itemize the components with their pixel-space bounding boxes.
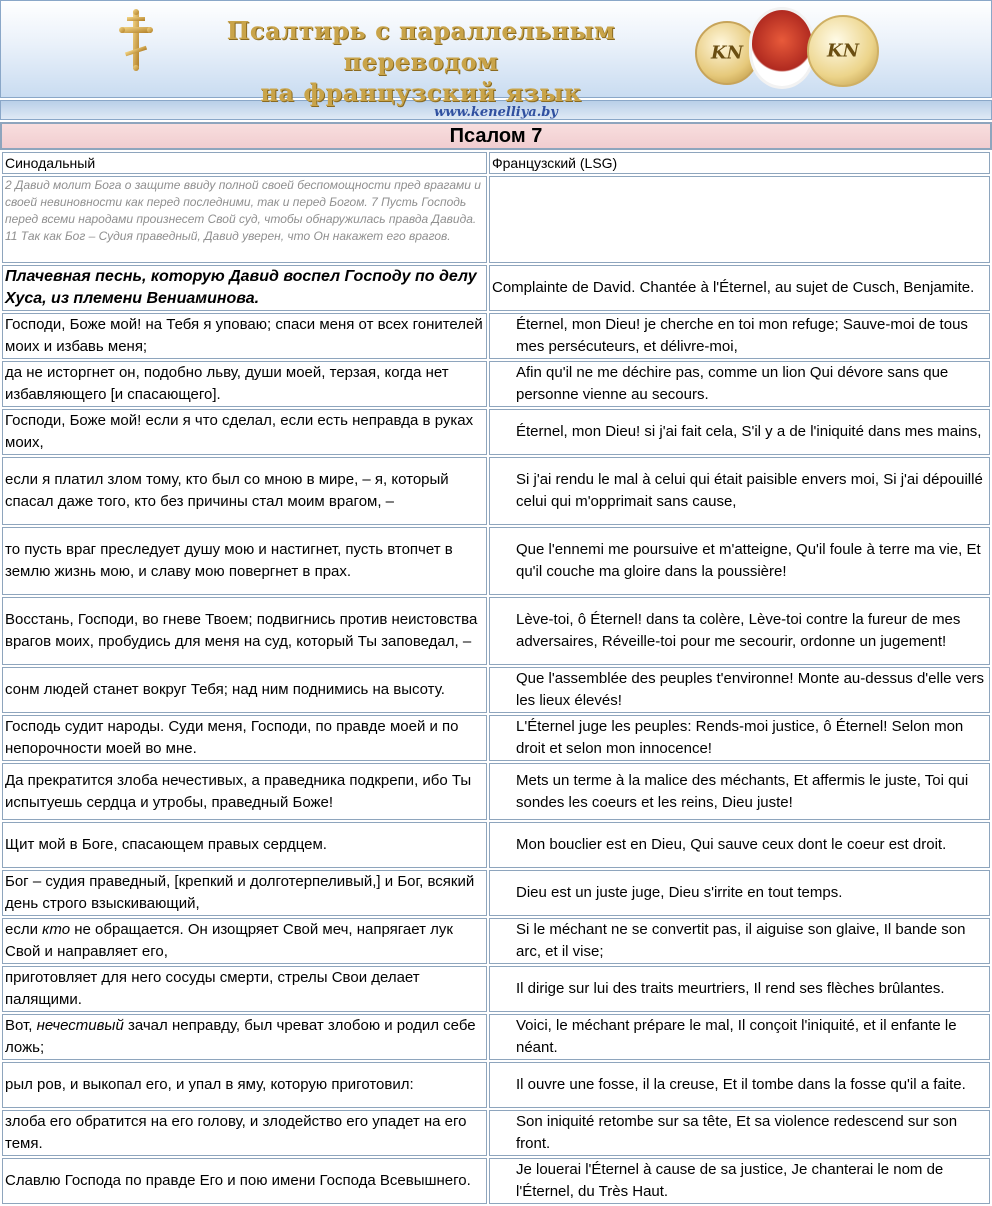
- verse-row: [2, 870, 990, 916]
- psalm-title: Псалом 7: [0, 122, 992, 150]
- icon-image-seal: [749, 7, 815, 89]
- verse-ru: [2, 918, 487, 964]
- verse-ru: приготовляет для него сосуды смерти, стрелы Свои делает палящими.: [2, 966, 487, 1012]
- verse-fr: Éternel, mon Dieu! je cherche en toi mon refuge; Sauve-moi de tous mes persécuteurs, et délivre-moi,: [489, 313, 990, 359]
- verse-ru: Бог – судия праведный, [крепкий и долготерпеливый,] и Бог, всякий день строго взыскивающий,: [2, 870, 487, 916]
- verse-fr: Lève-toi, ô Éternel! dans ta colère, Lève-toi contre la fureur de mes adversaires, Réveille-toi pour me secourir, ordonne un jugement!: [489, 597, 990, 665]
- verse-fr: Il ouvre une fosse, il la creuse, Et il tombe dans la fosse qu'il a faite.: [489, 1062, 990, 1108]
- verse-ru: злоба его обратится на его голову, и злодейство его упадет на его темя.: [2, 1110, 487, 1156]
- verse-ru: рыл ров, и выкопал его, и упал в яму, которую приготовил:: [2, 1062, 487, 1108]
- superscription-ru: Плачевная песнь, которую Давид воспел Господу по делу Хуса, из племени Вениаминова.: [2, 265, 487, 311]
- verse-row: [2, 361, 990, 407]
- verse-ru: Восстань, Господи, во гневе Твоем; подвигнись против неистовства врагов моих, пробудись для меня на суд, который Ты заповедал, –: [2, 597, 487, 665]
- verse-ru: Господь судит народы. Суди меня, Господи, по правде моей и по непорочности моей во мне.: [2, 715, 487, 761]
- superscription-row: [2, 265, 990, 311]
- seal-left-text: KN: [710, 42, 744, 64]
- summary-row: [2, 176, 990, 263]
- superscription-fr: Complainte de David. Chantée à l'Éternel, au sujet de Cusch, Benjamite.: [489, 265, 990, 311]
- summary-note: 2 Давид молит Бога о защите ввиду полной своей беспомощности пред врагами и своей невиновности как перед последними, так и перед Богом. 7 Пусть Господь перед всеми народами произнесет Свой суд, чтобы обнаружилась правда Давида. 11 Так как Бог – Судия праведный, Давид уверен, что Он накажет его врагов.: [2, 176, 487, 263]
- verse-ru: [2, 1014, 487, 1060]
- summary-empty-cell: [489, 176, 990, 263]
- verse-fr: Si le méchant ne se convertit pas, il aiguise son glaive, Il bande son arc, et il vise;: [489, 918, 990, 964]
- verse-row: [2, 966, 990, 1012]
- verse-ru-italic: кто: [42, 921, 71, 938]
- verse-fr: Que l'ennemi me poursuive et m'atteigne, Qu'il foule à terre ma vie, Et qu'il couche ma gloire dans la poussière!: [489, 527, 990, 595]
- verse-row: [2, 313, 990, 359]
- verse-row: [2, 457, 990, 525]
- site-link[interactable]: www.kenelliya.by: [434, 105, 558, 120]
- table-header-row: [2, 152, 990, 174]
- verse-ru: Да прекратится злоба нечестивых, а праведника подкрепи, ибо Ты испытуешь сердца и утробы, праведный Боже!: [2, 763, 487, 820]
- column-header-synodal: Синодальный: [2, 152, 487, 174]
- banner-title-line2: на французский язык: [260, 78, 582, 107]
- verse-ru-text: Вот,: [5, 1017, 37, 1034]
- verse-row: [2, 715, 990, 761]
- verse-ru: Господи, Боже мой! на Тебя я уповаю; спаси меня от всех гонителей моих и избавь меня;: [2, 313, 487, 359]
- verse-fr: Que l'assemblée des peuples t'environne! Monte au-dessus d'elle vers les lieux élevés!: [489, 667, 990, 713]
- verse-fr: Je louerai l'Éternel à cause de sa justice, Je chanterai le nom de l'Éternel, du Très Haut.: [489, 1158, 990, 1204]
- verse-row: [2, 667, 990, 713]
- verse-row: [2, 597, 990, 665]
- verse-ru: Щит мой в Боге, спасающем правых сердцем.: [2, 822, 487, 868]
- verse-fr: Son iniquité retombe sur sa tête, Et sa violence redescend sur son front.: [489, 1110, 990, 1156]
- verse-ru: то пусть враг преследует душу мою и настигнет, пусть втопчет в землю жизнь мою, и славу мою повергнет в прах.: [2, 527, 487, 595]
- verse-fr: Mon bouclier est en Dieu, Qui sauve ceux dont le coeur est droit.: [489, 822, 990, 868]
- verse-fr: Voici, le méchant prépare le mal, Il conçoit l'iniquité, et il enfante le néant.: [489, 1014, 990, 1060]
- parallel-text-table: [0, 150, 992, 1206]
- verse-ru-italic: нечестивый: [36, 1017, 124, 1034]
- seal-logo-right: [807, 15, 879, 87]
- verse-ru: Господи, Боже мой! если я что сделал, если есть неправда в руках моих,: [2, 409, 487, 455]
- verse-row: [2, 409, 990, 455]
- verse-ru-text: если: [5, 921, 43, 938]
- verse-fr: Afin qu'il ne me déchire pas, comme un lion Qui dévore sans que personne vienne au secours.: [489, 361, 990, 407]
- verse-ru: если я платил злом тому, кто был со мною в мире, – я, который спасал даже того, кто без причины стал моим врагом, –: [2, 457, 487, 525]
- verse-ru-text: не обращается. Он изощряет Свой меч, напрягает лук Свой и направляет его,: [5, 921, 453, 960]
- verse-fr: Si j'ai rendu le mal à celui qui était paisible envers moi, Si j'ai dépouillé celui qui m'opprimait sans cause,: [489, 457, 990, 525]
- verse-fr: Mets un terme à la malice des méchants, Et affermis le juste, Toi qui sondes les coeurs et les reins, Dieu juste!: [489, 763, 990, 820]
- verse-fr: L'Éternel juge les peuples: Rends-moi justice, ô Éternel! Selon mon droit et selon mon innocence!: [489, 715, 990, 761]
- verse-fr: Éternel, mon Dieu! si j'ai fait cela, S'il y a de l'iniquité dans mes mains,: [489, 409, 990, 455]
- verse-ru: Славлю Господа по правде Его и пою имени Господа Всевышнего.: [2, 1158, 487, 1204]
- orthodox-cross-icon: [119, 9, 153, 71]
- verse-ru: сонм людей станет вокруг Тебя; над ним поднимись на высоту.: [2, 667, 487, 713]
- banner-title-line1: Псалтирь с параллельным переводом: [226, 16, 616, 76]
- seal-right-text: KN: [826, 40, 860, 62]
- verse-row: [2, 822, 990, 868]
- verse-row: [2, 763, 990, 820]
- verse-ru: да не исторгнет он, подобно льву, души моей, терзая, когда нет избавляющего [и спасающего].: [2, 361, 487, 407]
- verse-fr: Dieu est un juste juge, Dieu s'irrite en tout temps.: [489, 870, 990, 916]
- banner-title: [171, 15, 671, 108]
- verse-row: [2, 1062, 990, 1108]
- verse-ru-text: зачал неправду, был чреват злобою и родил себе ложь;: [5, 1017, 476, 1056]
- verse-row: [2, 1110, 990, 1156]
- verse-row: [2, 527, 990, 595]
- verse-row: [2, 1014, 990, 1060]
- header-banner: [0, 0, 992, 107]
- verse-fr: Il dirige sur lui des traits meurtriers, Il rend ses flèches brûlantes.: [489, 966, 990, 1012]
- verse-row: [2, 918, 990, 964]
- verse-row: [2, 1158, 990, 1204]
- column-header-french: Французский (LSG): [489, 152, 990, 174]
